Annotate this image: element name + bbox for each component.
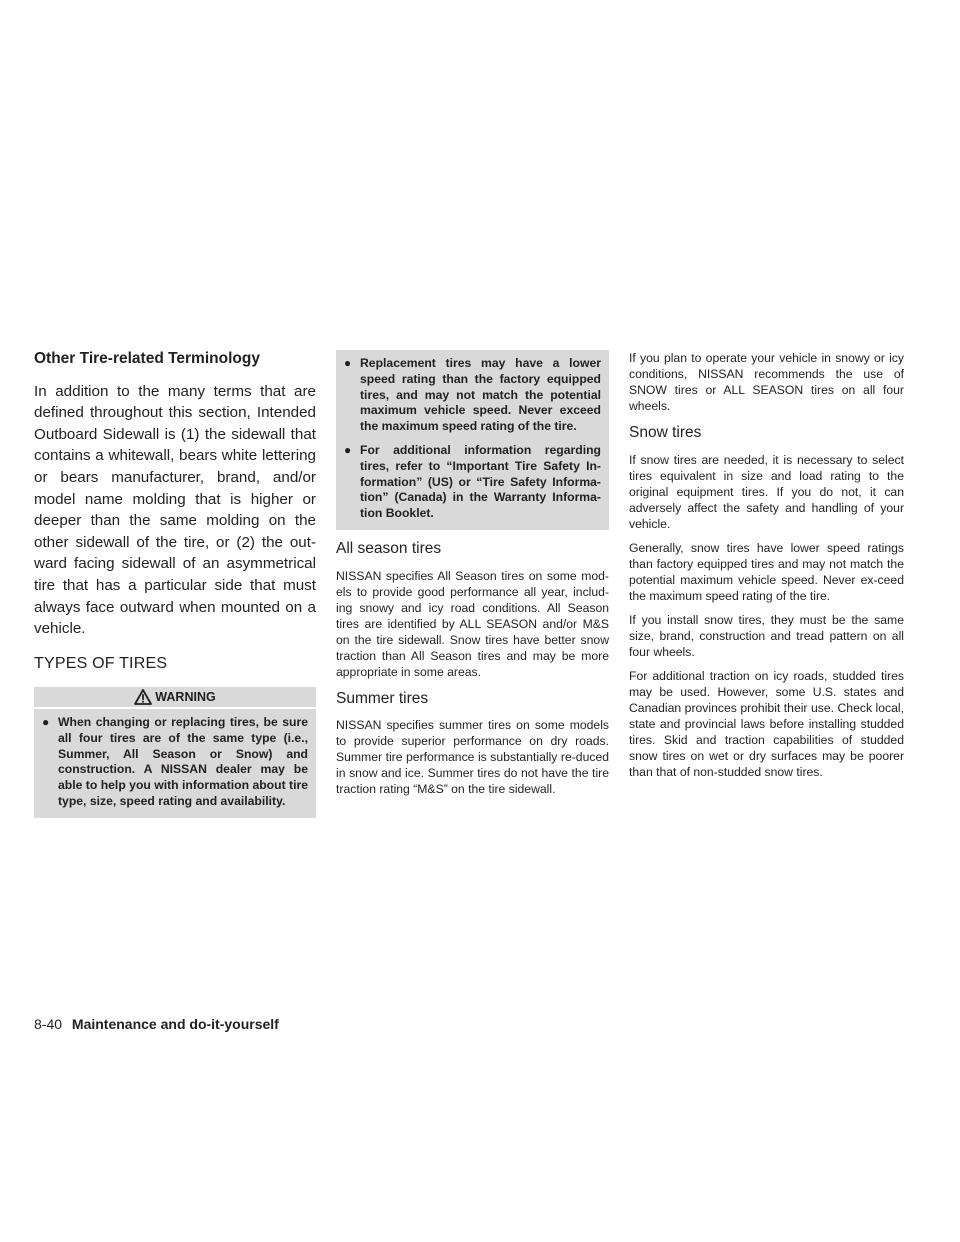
section-heading-types-of-tires: TYPES OF TIRES <box>34 654 168 672</box>
summer-paragraph: NISSAN specifies summer tires on some models to provide superior performance on dry roads. Summer tire performance is substantially re-duced in snow and ice. Summer tires do not have the tire traction rating “M&S” on the tire sidewall. <box>336 718 609 797</box>
warning-box-continued <box>336 350 609 530</box>
warning-triangle-icon <box>134 689 152 705</box>
column-middle <box>336 350 609 805</box>
heading-snow-tires: Snow tires <box>629 424 702 441</box>
snow-paragraph: For additional traction on icy roads, studded tires may be used. However, some U.S. states and Canadian provinces prohibit their use. Check local, state and provincial laws before installing studded tires. Skid and traction capabilities of studded snow tires on wet or dry surfaces may be poorer than that of non-studded snow tires. <box>629 668 904 779</box>
column-left <box>34 350 316 818</box>
terminology-paragraph: In addition to the many terms that are defined throughout this section, Intended Outboard Sidewall is (1) the sidewall that contains a whitewall, bears white lettering or bears manufacturer, brand, and/or model name molding that is higher or deeper than the same molding on the other sidewall of the tire, or (2) the out-ward facing sidewall of an asymmetrical tire that has a particular side that must always face outward when mounted on a vehicle. <box>34 382 316 638</box>
heading-summer-tires: Summer tires <box>336 689 429 707</box>
bullet-icon: ● <box>42 714 50 729</box>
page-footer <box>34 1016 279 1032</box>
snow-paragraph: If you install snow tires, they must be the same size, brand, construction and tread pattern on all four wheels. <box>629 612 904 659</box>
bullet-icon: ● <box>344 356 352 370</box>
warning-box <box>34 687 316 818</box>
heading-all-season-tires: All season tires <box>336 539 442 557</box>
page-number: 8-40 <box>34 1016 63 1032</box>
subheading-other-terminology: Other Tire-related Terminology <box>34 350 260 367</box>
bullet-icon: ● <box>344 442 352 457</box>
warning-item <box>42 715 308 810</box>
snow-paragraph: Generally, snow tires have lower speed ratings than factory equipped tires and may not match the potential maximum vehicle speed. Never ex-ceed the maximum speed rating of the tire. <box>629 540 904 603</box>
warning-item <box>344 356 601 435</box>
warning-item-text: Replacement tires may have a lower speed rating than the factory equipped tires, and may not match the potential maximum vehicle speed. Never exceed the maximum speed rating of the tire. <box>360 356 601 434</box>
warning-item-text: When changing or replacing tires, be sure all four tires are of the same type (i.e., Summer, All Season or Snow) and construction. A NISSAN dealer may be able to help you with information about tire type, size, speed rating and availability. <box>58 714 308 808</box>
chapter-title: Maintenance and do-it-yourself <box>71 1016 279 1032</box>
warning-item <box>344 443 601 522</box>
warning-item-text: For additional information regarding tires, refer to “Important Tire Safety In-formation” (US) or “Tire Safety Informa-tion” (Canada) in the Warranty Informa-tion Booklet. <box>360 442 601 521</box>
snow-paragraph: If snow tires are needed, it is necessary to select tires equivalent in size and load rating to the original equipment tires. If you do not, it can adversely affect the safety and handling of your vehicle. <box>629 452 904 531</box>
warning-header <box>34 687 316 709</box>
warning-label: WARNING <box>155 689 216 704</box>
all-season-paragraph: NISSAN specifies All Season tires on some mod-els to provide good performance all year, includ-ing snowy and icy road conditions. All Season tires are identified by ALL SEASON and/or M&S on the tire sidewall. Snow tires have better snow traction than All Season tires and may be more appropriate in some areas. <box>336 568 609 679</box>
snow-intro-paragraph: If you plan to operate your vehicle in snowy or icy conditions, NISSAN recommends the use of SNOW tires or ALL SEASON tires on all four wheels. <box>629 351 904 413</box>
column-right <box>629 350 904 788</box>
